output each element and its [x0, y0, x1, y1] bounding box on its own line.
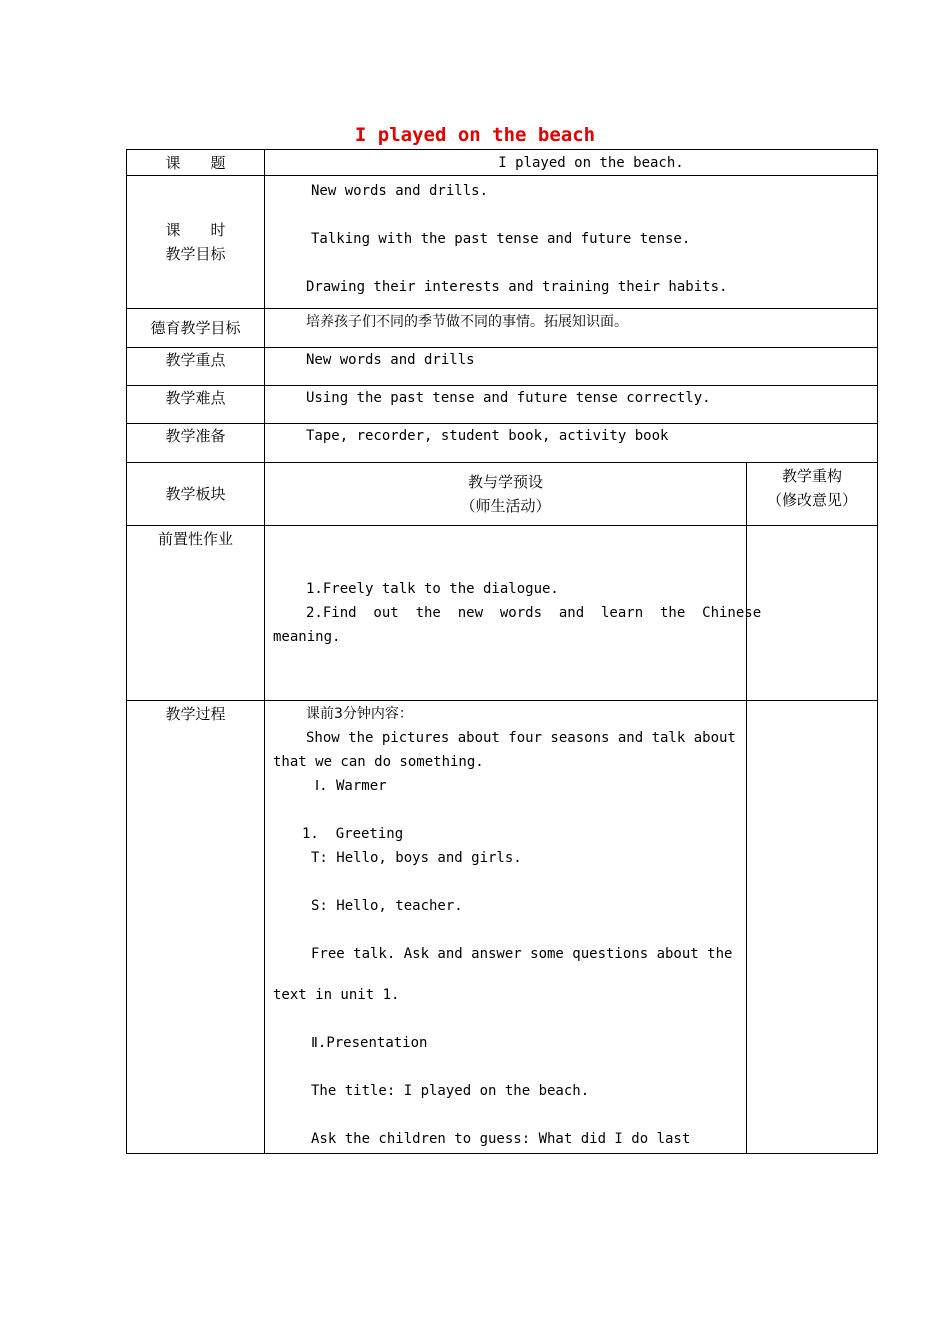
plan-header-cell [265, 463, 747, 526]
goal-item: New words and drills. [311, 183, 489, 199]
document-title: I played on the beach [354, 124, 596, 146]
goals-row [127, 176, 878, 309]
process-row [127, 701, 878, 1154]
moral-row [127, 309, 878, 348]
process-line: that we can do something. [273, 754, 484, 770]
prep-label: 教学准备 [127, 424, 265, 463]
topic-value: I played on the beach. [265, 150, 878, 176]
process-line: Show the pictures about four seasons and talk about [306, 730, 736, 746]
process-line: The title: I played on the beach. [311, 1083, 590, 1099]
revision-header-line2: （修改意见） [766, 491, 857, 509]
process-label: 教学过程 [127, 701, 265, 1154]
process-line: T: Hello, boys and girls. [311, 850, 522, 866]
revision-header-line1: 教学重构 [781, 467, 842, 485]
process-line: 1. Greeting [302, 826, 404, 842]
preview-revision-cell [747, 526, 878, 701]
goals-cell [265, 176, 878, 309]
period-label: 课 时 [165, 221, 226, 239]
topic-row [127, 150, 878, 176]
preview-cell [265, 526, 762, 701]
module-header-row [127, 463, 878, 526]
plan-header-line2: （师生活动） [460, 497, 551, 515]
prep-value: Tape, recorder, student book, activity book [265, 424, 878, 463]
key-value: New words and drills [265, 348, 878, 386]
goals-label-cell [127, 176, 265, 309]
difficult-label: 教学难点 [127, 386, 265, 424]
goal-item: Talking with the past tense and future tense. [311, 231, 691, 247]
goal-item: Drawing their interests and training their habits. [306, 279, 728, 295]
key-row [127, 348, 878, 386]
preview-item-2-cont: meaning. [273, 629, 341, 645]
prep-row [127, 424, 878, 463]
moral-label: 德育教学目标 [127, 309, 265, 348]
key-label: 教学重点 [127, 348, 265, 386]
difficult-row [127, 386, 878, 424]
plan-header-line1: 教与学预设 [467, 473, 543, 491]
lesson-plan-table [126, 149, 878, 1154]
difficult-value: Using the past tense and future tense correctly. [265, 386, 878, 424]
process-cell [265, 701, 747, 1154]
process-line: 课前3分钟内容： [306, 706, 413, 722]
goals-label: 教学目标 [165, 245, 226, 263]
preview-item-1: 1.Freely talk to the dialogue. [306, 581, 559, 597]
process-line: Free talk. Ask and answer some questions about the [311, 946, 733, 962]
process-line: Ⅰ. Warmer [315, 778, 387, 794]
process-line: text in unit 1. [273, 987, 400, 1003]
preview-label: 前置性作业 [127, 526, 265, 701]
module-label: 教学板块 [127, 463, 265, 526]
topic-label: 课 题 [127, 150, 265, 176]
preview-row [127, 526, 878, 701]
process-line: Ask the children to guess: What did I do last [311, 1131, 691, 1147]
process-line: Ⅱ.Presentation [311, 1035, 428, 1051]
preview-item-2: 2.Find out the new words and learn the Chinese [306, 605, 762, 621]
revision-header-cell [747, 463, 878, 526]
moral-value: 培养孩子们不同的季节做不同的事情。拓展知识面。 [265, 309, 878, 348]
process-line: S: Hello, teacher. [311, 898, 463, 914]
process-revision-cell [747, 701, 878, 1154]
